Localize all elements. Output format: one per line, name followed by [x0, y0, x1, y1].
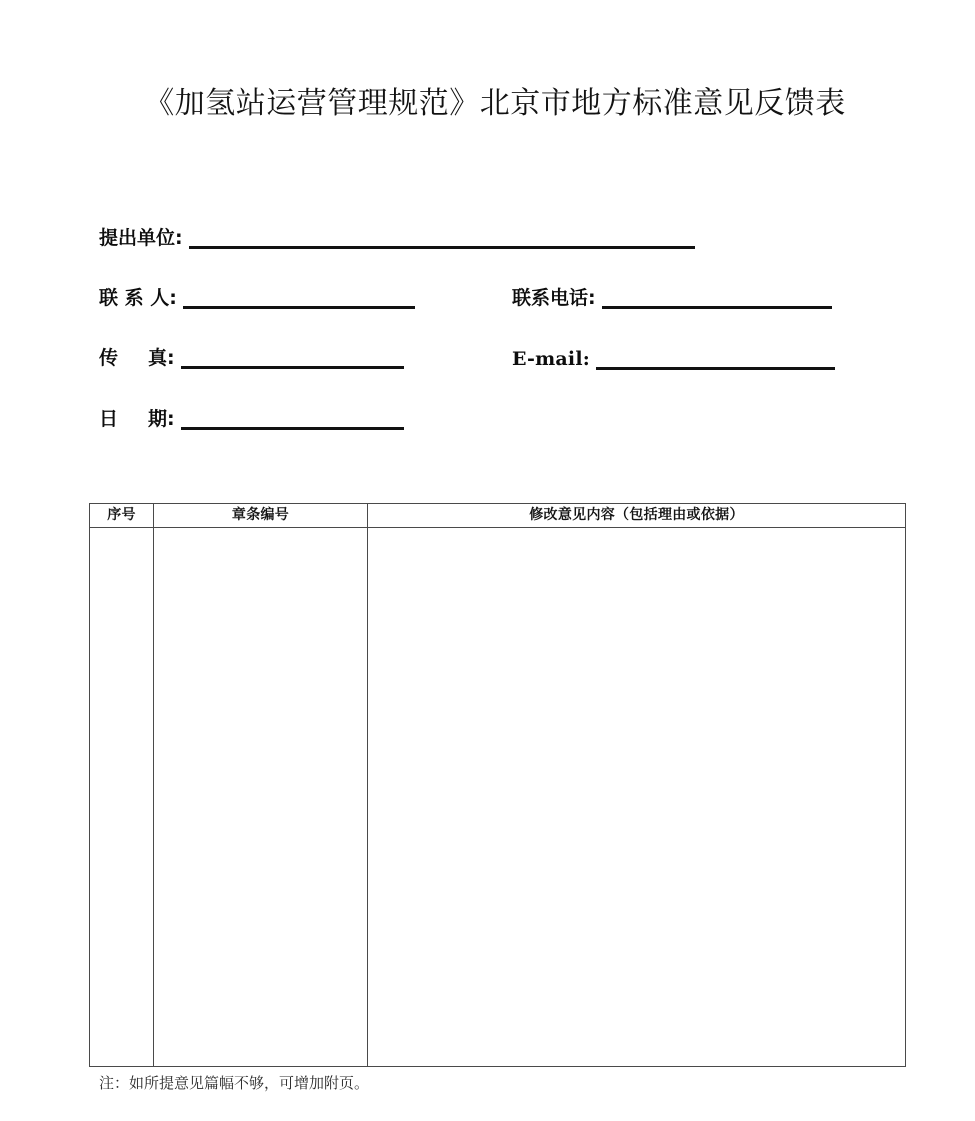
field-input-date[interactable] — [181, 407, 404, 430]
table-header-opinion-content: 修改意见内容（包括理由或依据） — [368, 504, 906, 528]
table-cell-clause-number[interactable] — [154, 528, 368, 1067]
table-header-clause-number: 章条编号 — [154, 504, 368, 528]
field-label-submitting-organization: 提出单位: — [99, 227, 183, 249]
field-contact-phone — [512, 276, 832, 310]
field-label-fax-char-1: 传 — [99, 347, 119, 369]
field-label-date-colon: : — [167, 408, 175, 430]
field-label-fax-colon: : — [167, 347, 175, 369]
field-input-email[interactable] — [596, 347, 835, 370]
field-email — [512, 337, 835, 371]
feedback-table — [89, 503, 906, 1067]
field-label-email: E-mail: — [512, 348, 590, 370]
table-cell-sequence[interactable] — [90, 528, 154, 1067]
page-title: 《加氢站运营管理规范》北京市地方标准意见反馈表 — [144, 86, 846, 121]
field-submitting-organization — [99, 216, 695, 250]
field-input-fax[interactable] — [181, 346, 404, 369]
field-label-fax — [99, 346, 175, 370]
table-header-row — [90, 504, 906, 528]
table-header-sequence: 序号 — [90, 504, 154, 528]
field-label-fax-char-2: 真 — [148, 347, 168, 369]
field-date — [99, 397, 404, 431]
table-body — [90, 528, 906, 1067]
field-input-contact-person[interactable] — [183, 286, 415, 309]
field-label-date — [99, 407, 175, 431]
field-input-submitting-organization[interactable] — [189, 226, 695, 249]
field-label-date-char-1: 日 — [99, 408, 119, 430]
field-label-contact-person: 联 系 人: — [99, 287, 177, 309]
field-fax — [99, 336, 404, 370]
field-label-date-char-2: 期 — [148, 408, 168, 430]
table-row — [90, 528, 906, 1067]
table-header — [90, 504, 906, 528]
field-label-contact-phone: 联系电话: — [512, 287, 596, 309]
field-contact-person — [99, 276, 415, 310]
table-cell-opinion-content[interactable] — [368, 528, 906, 1067]
field-input-contact-phone[interactable] — [602, 286, 832, 309]
footer-note: 注：如所提意见篇幅不够，可增加附页。 — [99, 1074, 370, 1092]
